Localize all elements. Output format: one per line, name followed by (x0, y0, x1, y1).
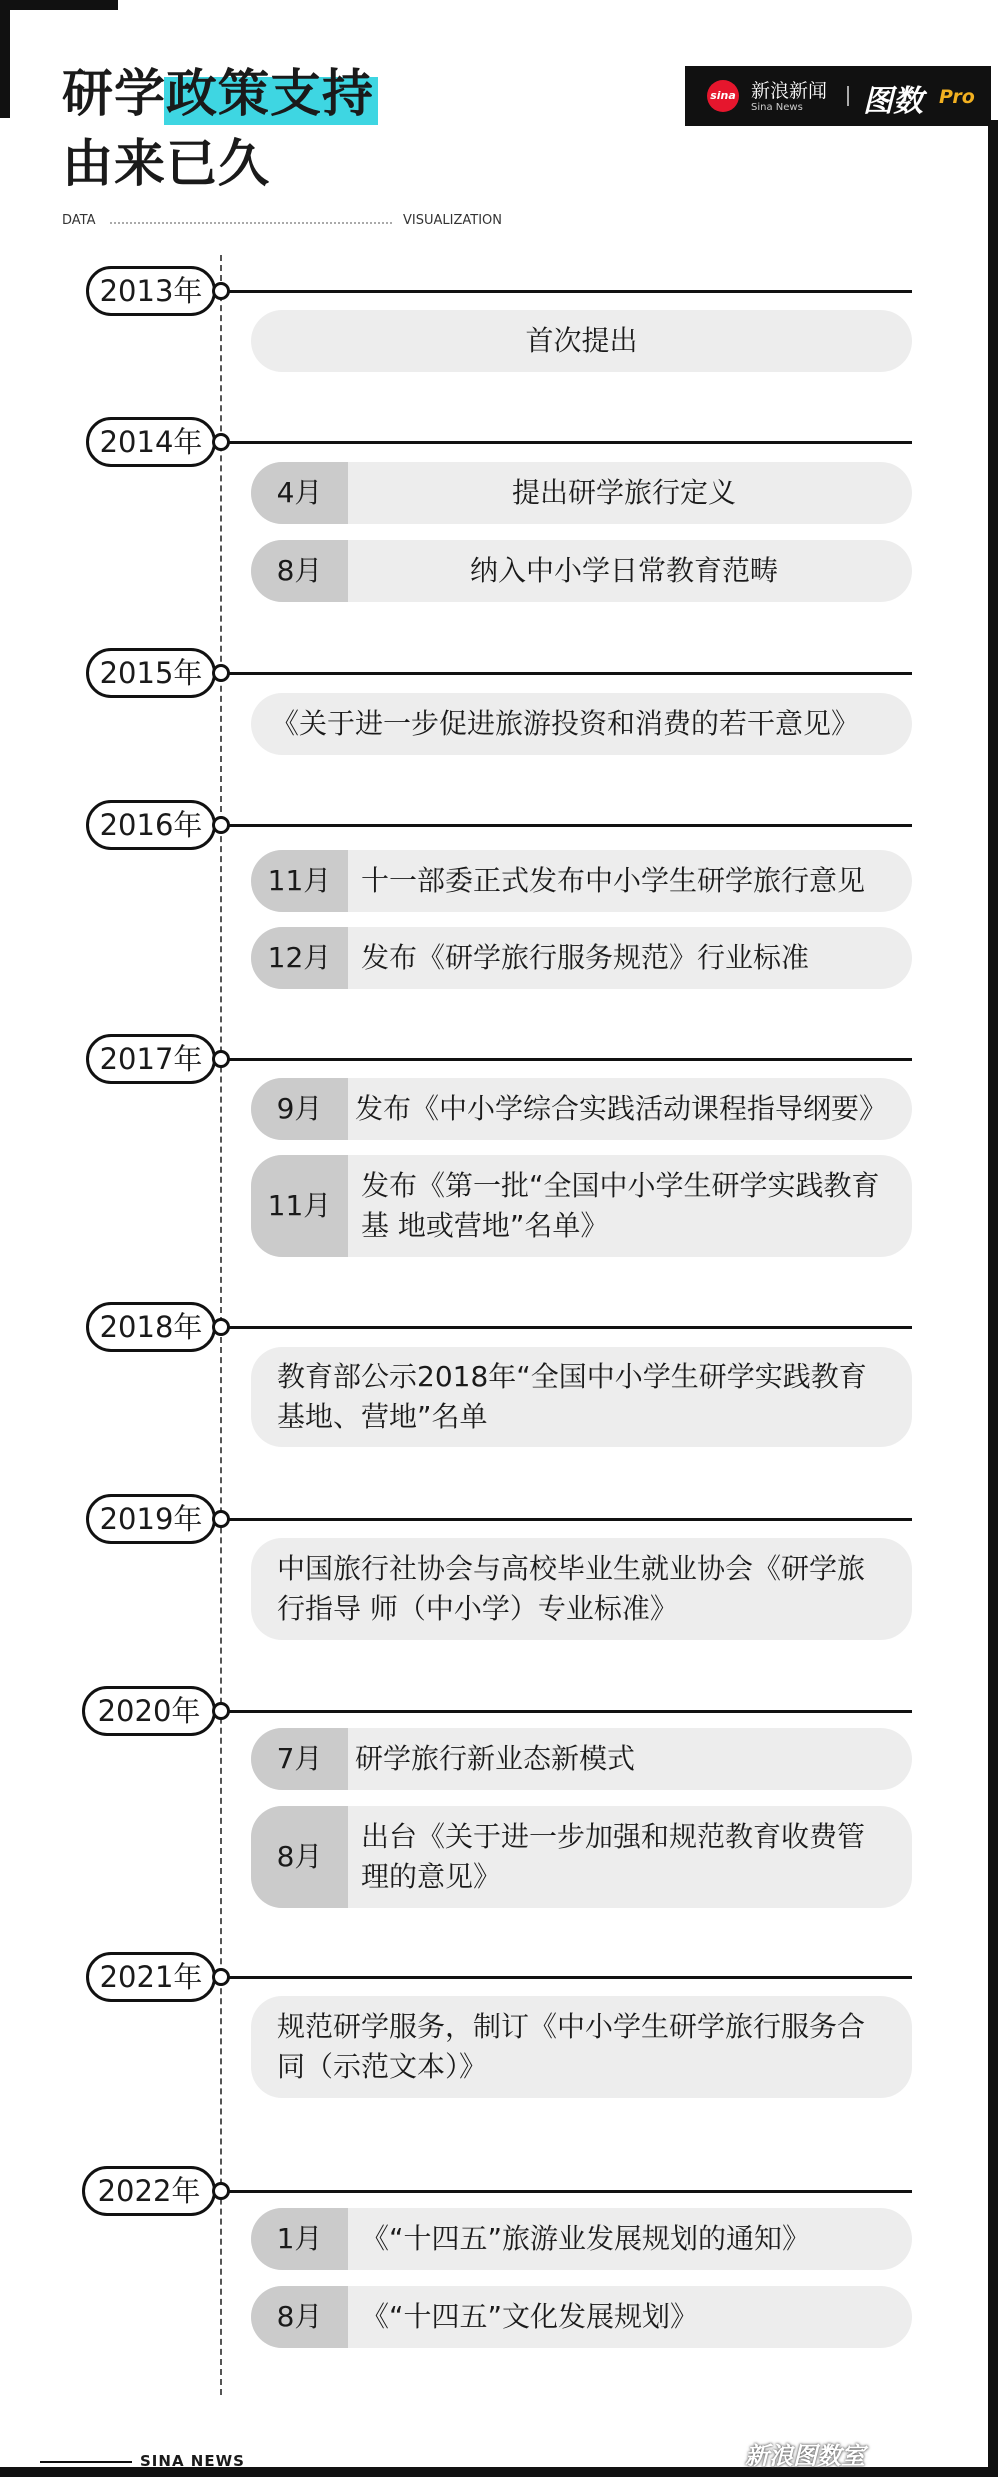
year-dot (212, 1050, 230, 1068)
year-line (220, 1326, 912, 1329)
brand-logo (685, 66, 991, 126)
tushu-logo: 图数 (863, 84, 923, 119)
event-text: 中国旅行社协会与高校毕业生就业协会《研学旅行指导 师（中小学）专业标准》 (277, 1552, 866, 1625)
event-month: 9月 (251, 1078, 348, 1140)
event-text: 十一部委正式发布中小学生研学旅行意见 (361, 864, 866, 897)
footer-brand: SINA NEWS (140, 2452, 245, 2470)
event-bar (251, 1728, 912, 1790)
event-text: 规范研学服务，制订《中小学生研学旅行服务合同（示范文本）》 (277, 2010, 866, 2083)
year-dot (212, 1510, 230, 1528)
year-line (220, 1058, 912, 1061)
event-text: 发布《第一批“全国中小学生研学实践教育基 地或营地”名单》 (361, 1169, 880, 1242)
event-bar (251, 462, 912, 524)
event-text: 发布《中小学综合实践活动课程指导纲要》 (355, 1092, 888, 1125)
year-line (220, 1976, 912, 1979)
year-label: 2014年 (86, 417, 216, 467)
pro-badge: Pro (939, 86, 975, 108)
event-text: 提出研学旅行定义 (511, 476, 736, 509)
year-label: 2017年 (86, 1034, 216, 1084)
year-label: 2022年 (82, 2166, 216, 2216)
year-label: 2019年 (86, 1494, 216, 1544)
event-bar (251, 1538, 912, 1640)
year-dot (212, 664, 230, 682)
event-bar (251, 693, 912, 755)
year-line (220, 441, 912, 444)
year-line (220, 672, 912, 675)
event-month: 12月 (251, 927, 348, 989)
event-bar (251, 1155, 912, 1257)
page-title (62, 60, 374, 200)
event-text: 教育部公示2018年“全国中小学生研学实践教育基地、营地”名单 (277, 1360, 867, 1433)
footer-watermark: 新浪图数室 (745, 2442, 865, 2470)
event-bar (251, 850, 912, 912)
data-visualization-label (62, 213, 502, 233)
event-bar (251, 540, 912, 602)
event-month: 8月 (251, 540, 348, 602)
visualization-label: VISUALIZATION (403, 213, 502, 228)
title-line2: 由来已久 (62, 135, 271, 194)
year-label: 2021年 (86, 1952, 216, 2002)
year-line (220, 290, 912, 293)
event-month: 1月 (251, 2208, 348, 2270)
year-label: 2020年 (82, 1686, 216, 1736)
event-month: 11月 (251, 850, 348, 912)
title-prefix: 研学 (62, 65, 167, 124)
year-label: 2018年 (86, 1302, 216, 1352)
event-month: 8月 (251, 1806, 348, 1908)
event-bar (251, 1996, 912, 2098)
year-line (220, 824, 912, 827)
year-dot (212, 433, 230, 451)
frame-corner-left (0, 0, 10, 118)
event-text: 纳入中小学日常教育范畴 (469, 554, 778, 587)
event-bar (251, 1347, 912, 1447)
year-line (220, 2190, 912, 2193)
year-dot (212, 2182, 230, 2200)
year-dot (212, 1702, 230, 1720)
event-text: 《关于进一步促进旅游投资和消费的若干意见》 (271, 707, 860, 740)
year-line (220, 1710, 912, 1713)
event-text: 研学旅行新业态新模式 (355, 1742, 636, 1775)
event-month: 4月 (251, 462, 348, 524)
event-bar (251, 1806, 912, 1908)
event-text: 《“十四五”旅游业发展规划的通知》 (361, 2222, 811, 2255)
year-dot (212, 1968, 230, 1986)
brand-separator (847, 86, 849, 106)
event-text: 首次提出 (525, 324, 638, 357)
year-dot (212, 816, 230, 834)
year-line (220, 1518, 912, 1521)
event-month: 7月 (251, 1728, 348, 1790)
event-text: 《“十四五”文化发展规划》 (361, 2300, 699, 2333)
year-label: 2015年 (86, 648, 216, 698)
brand-name: 新浪新闻 (751, 80, 828, 102)
frame-right-edge (988, 120, 998, 2477)
year-dot (212, 1318, 230, 1336)
event-bar (251, 2286, 912, 2348)
event-bar (251, 310, 912, 372)
event-text: 发布《研学旅行服务规范》行业标准 (361, 941, 810, 974)
frame-corner-top (0, 0, 118, 10)
event-month: 8月 (251, 2286, 348, 2348)
brand-subname: Sina News (751, 102, 803, 113)
data-label: DATA (62, 213, 96, 228)
dotted-divider (110, 222, 392, 224)
event-month: 11月 (251, 1155, 348, 1257)
title-highlight: 政策支持 (166, 65, 375, 124)
event-bar (251, 1078, 912, 1140)
year-dot (212, 282, 230, 300)
event-text: 出台《关于进一步加强和规范教育收费管理的意见》 (361, 1820, 866, 1893)
year-label: 2016年 (86, 800, 216, 850)
year-label: 2013年 (86, 266, 216, 316)
sina-logo-icon: sina (707, 80, 739, 112)
event-bar (251, 927, 912, 989)
event-bar (251, 2208, 912, 2270)
